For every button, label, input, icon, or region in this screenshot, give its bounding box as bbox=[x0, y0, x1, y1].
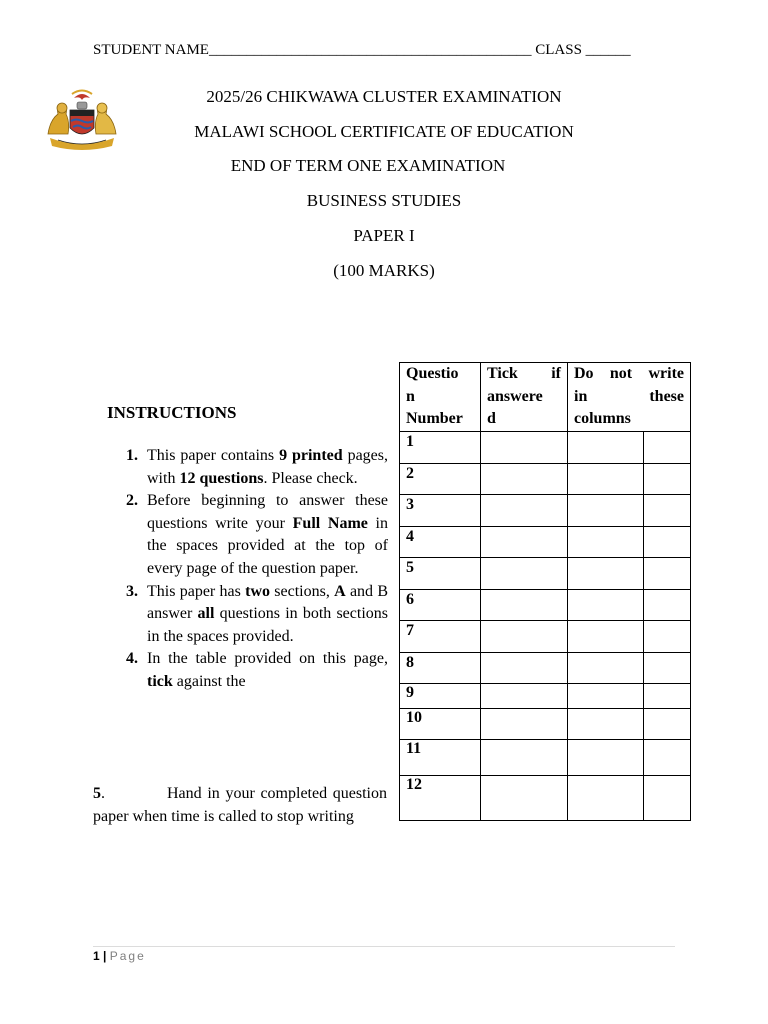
instruction-item-5: 5. Hand in your completed question paper when time is called to stop writing bbox=[93, 785, 387, 825]
table-row: 8 bbox=[400, 652, 691, 683]
page-footer: 1 | Page bbox=[93, 949, 146, 963]
question-number-header: Questio n Number bbox=[400, 363, 481, 432]
class-field[interactable]: ______ bbox=[585, 42, 631, 58]
student-name-field[interactable]: ___________________________________________ bbox=[208, 42, 532, 58]
tick-cell[interactable] bbox=[481, 526, 568, 557]
tick-cell[interactable] bbox=[481, 620, 568, 652]
tick-cell[interactable] bbox=[481, 494, 568, 526]
instructions-heading: INSTRUCTIONS bbox=[107, 403, 237, 422]
table-row: 7 bbox=[400, 620, 691, 652]
tick-cell[interactable] bbox=[481, 589, 568, 620]
student-header bbox=[93, 42, 631, 59]
certificate-title: MALAWI SCHOOL CERTIFICATE OF EDUCATION bbox=[194, 122, 574, 141]
student-name-label: STUDENT NAME bbox=[93, 42, 209, 58]
table-row: 3 bbox=[400, 494, 691, 526]
table-row: 2 bbox=[400, 463, 691, 494]
paper-title: PAPER I bbox=[353, 226, 415, 245]
tick-cell[interactable] bbox=[481, 652, 568, 683]
page-label: Page bbox=[109, 949, 146, 963]
instruction-item-2: 2. Before beginning to answer these questions write your Full Name in the spaces provided at the top of every page of the question paper. bbox=[126, 492, 388, 577]
tick-cell[interactable] bbox=[481, 708, 568, 739]
tick-cell[interactable] bbox=[481, 739, 568, 775]
tick-cell[interactable] bbox=[481, 775, 568, 820]
table-row: 9 bbox=[400, 683, 691, 708]
marks-title: (100 MARKS) bbox=[333, 261, 435, 280]
instruction-item-3: 3. This paper has two sections, A and B answer all questions in both sections in the spaces provided. bbox=[126, 582, 388, 645]
table-row: 11 bbox=[400, 739, 691, 775]
tick-cell[interactable] bbox=[481, 557, 568, 589]
table-row: 1 bbox=[400, 431, 691, 463]
exam-title: 2025/26 CHIKWAWA CLUSTER EXAMINATION bbox=[206, 87, 562, 106]
term-title: END OF TERM ONE EXAMINATION bbox=[230, 156, 506, 175]
table-row: 4 bbox=[400, 526, 691, 557]
table-row: 5 bbox=[400, 557, 691, 589]
tick-cell[interactable] bbox=[481, 683, 568, 708]
instructions-list bbox=[108, 445, 388, 694]
instruction-item-1: 1. This paper contains 9 printed pages, with 12 questions. Please check. bbox=[126, 447, 389, 487]
answer-tracking-table bbox=[399, 362, 691, 821]
footer-divider bbox=[93, 946, 675, 947]
subject-title: BUSINESS STUDIES bbox=[306, 191, 462, 210]
page-number: 1 bbox=[93, 949, 100, 963]
tick-if-answered-header: Tick if answere d bbox=[481, 363, 568, 432]
tick-cell[interactable] bbox=[481, 431, 568, 463]
class-label: CLASS bbox=[535, 42, 582, 58]
table-row: 6 bbox=[400, 589, 691, 620]
table-header-row bbox=[400, 363, 691, 432]
instruction-item-4: 4. In the table provided on this page, tick against the bbox=[126, 650, 388, 690]
malawi-coat-of-arms-icon bbox=[44, 88, 120, 152]
table-row: 12 bbox=[400, 775, 691, 820]
tick-cell[interactable] bbox=[481, 463, 568, 494]
do-not-write-header: Do not write in these columns bbox=[568, 363, 691, 432]
table-row: 10 bbox=[400, 708, 691, 739]
